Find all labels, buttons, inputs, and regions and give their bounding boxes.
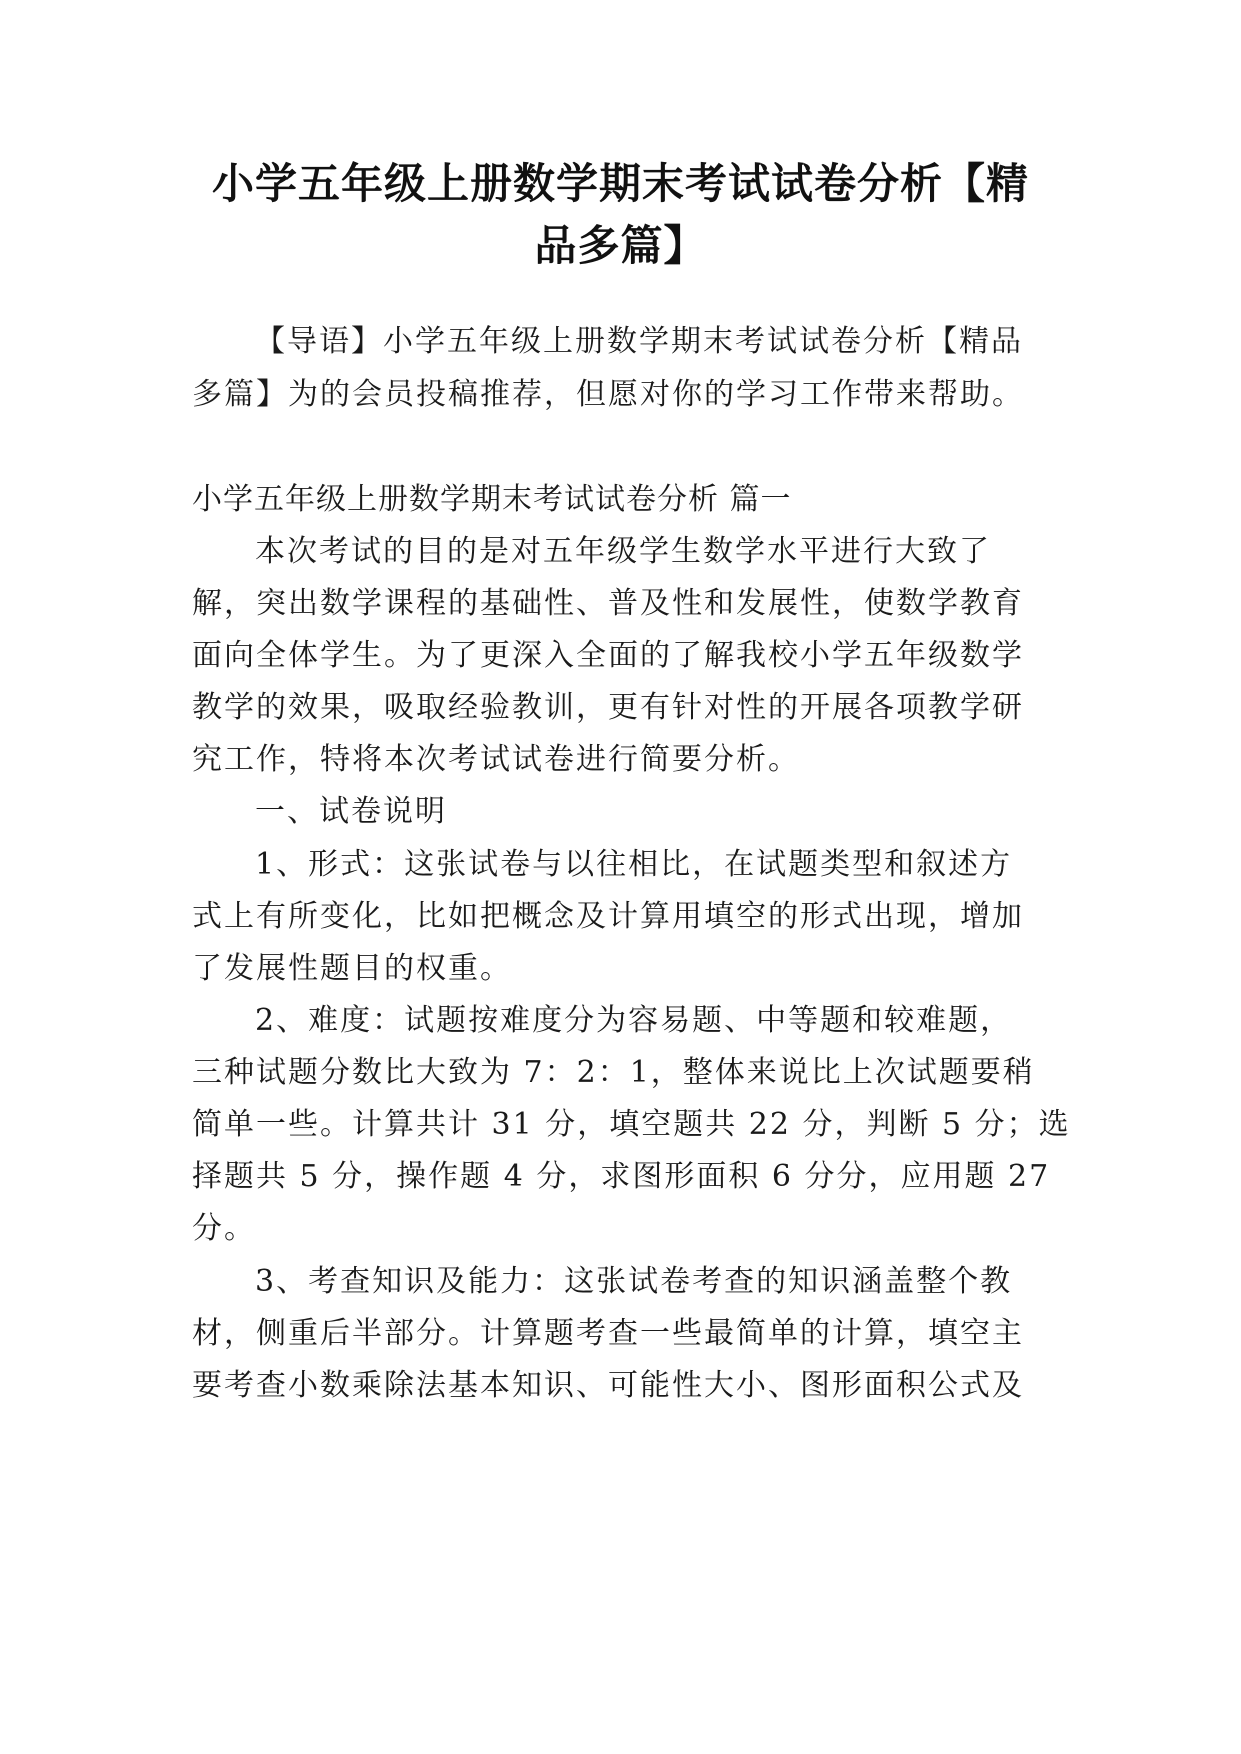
body-line-17: 要考查小数乘除法基本知识、可能性大小、图形面积公式及 <box>192 1368 1024 1403</box>
body-line-5: 究工作，特将本次考试试卷进行简要分析。 <box>192 742 800 777</box>
body-line-4: 教学的效果，吸取经验教训，更有针对性的开展各项教学研 <box>192 690 1024 725</box>
title-line-1: 小学五年级上册数学期末考试试卷分析【精 <box>211 159 1029 208</box>
document-title <box>160 153 1081 277</box>
title-line-2: 品多篇】 <box>534 221 707 270</box>
body-line-7: 1、形式：这张试卷与以往相比，在试题类型和叙述方 <box>255 847 1013 882</box>
body-line-2: 解，突出数学课程的基础性、普及性和发展性，使数学教育 <box>192 586 1024 621</box>
body-line-15: 3、考查知识及能力：这张试卷考查的知识涵盖整个教 <box>255 1264 1013 1299</box>
body-line-3: 面向全体学生。为了更深入全面的了解我校小学五年级数学 <box>192 638 1024 673</box>
body-line-11: 三种试题分数比大致为 7：2：1，整体来说比上次试题要稍 <box>192 1055 1035 1090</box>
body-line-8: 式上有所变化，比如把概念及计算用填空的形式出现，增加 <box>192 899 1024 934</box>
body-line-9: 了发展性题目的权重。 <box>192 951 512 986</box>
body-line-14: 分。 <box>192 1211 256 1246</box>
intro-line-2: 多篇】为的会员投稿推荐，但愿对你的学习工作带来帮助。 <box>192 377 1024 412</box>
body-line-1: 本次考试的目的是对五年级学生数学水平进行大致了 <box>255 534 991 569</box>
subheading-paper-description: 一、试卷说明 <box>255 794 447 829</box>
intro-line-1: 【导语】小学五年级上册数学期末考试试卷分析【精品 <box>255 324 1023 359</box>
body-line-16: 材，侧重后半部分。计算题考查一些最简单的计算，填空主 <box>192 1316 1024 1351</box>
section-heading: 小学五年级上册数学期末考试试卷分析 篇一 <box>192 482 792 517</box>
body-line-12: 简单一些。计算共计 31 分，填空题共 22 分，判断 5 分；选 <box>192 1107 1071 1142</box>
body-line-13: 择题共 5 分，操作题 4 分，求图形面积 6 分分，应用题 27 <box>192 1159 1051 1194</box>
body-line-10: 2、难度：试题按难度分为容易题、中等题和较难题， <box>255 1003 1013 1038</box>
